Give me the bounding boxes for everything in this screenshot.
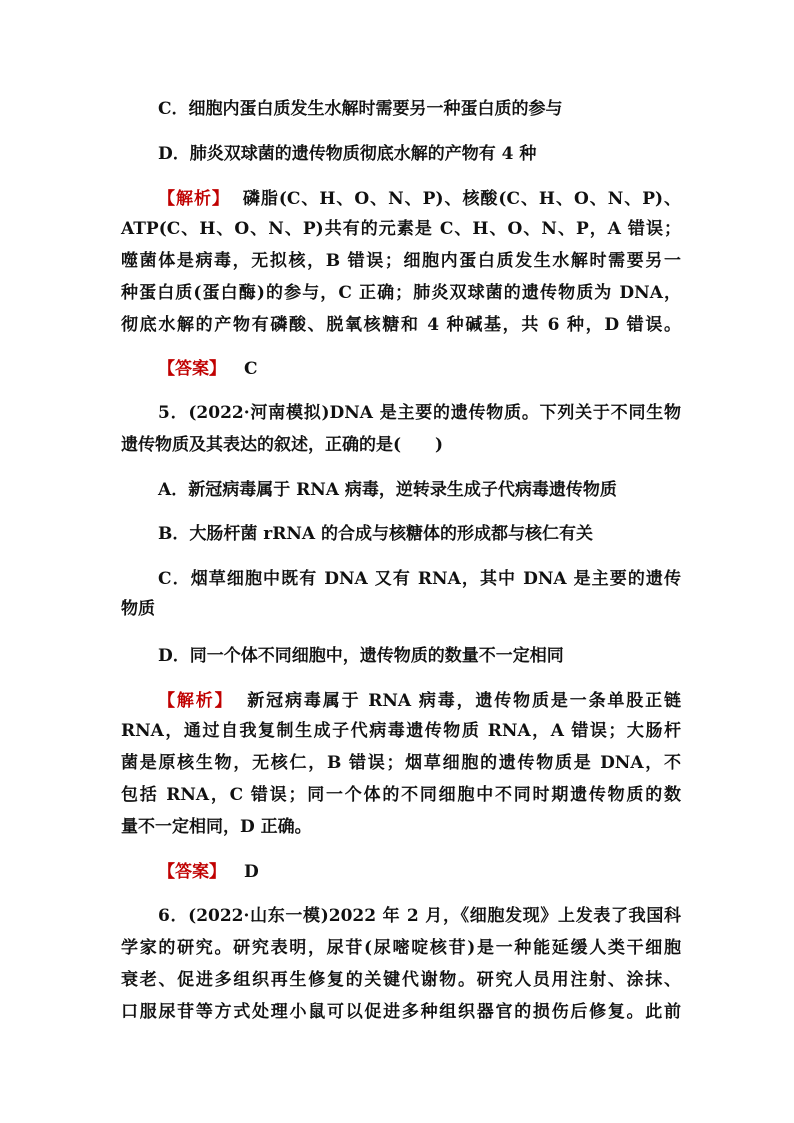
q4-analysis-line-4: 种蛋白质(蛋白酶)的参与，C 正确；肺炎双球菌的遗传物质为 DNA， [121,283,681,303]
q6-stem-line-4: 口服尿苷等方式处理小鼠可以促进多种组织器官的损伤后修复。此前 [121,1002,681,1022]
q5-analysis-line-4: 包括 RNA，C 错误；同一个体的不同细胞中不同时期遗传物质的数 [121,785,681,805]
q5-stem-line-2: 遗传物质及其表达的叙述，正确的是( ) [121,435,444,455]
q5-analysis-text-1: 新冠病毒属于 RNA 病毒，遗传物质是一条单股正链 [245,691,681,711]
answer-tag: 【答案】 [158,359,226,379]
q4-analysis-line-2: ATP(C、H、O、N、P)共有的元素是 C、H、O、N、P，A 错误； [121,219,681,239]
q6-stem-line-2: 学家的研究。研究表明，尿苷(尿嘧啶核苷)是一种能延缓人类干细胞 [121,938,681,958]
q5-option-c-line-2: 物质 [121,599,155,619]
q5-option-c-line-1: C．烟草细胞中既有 DNA 又有 RNA，其中 DNA 是主要的遗传 [158,569,681,589]
q6-stem-line-1: 6．(2022·山东一模)2022 年 2 月，《细胞发现》上发表了我国科 [158,906,681,926]
q5-stem-line-1: 5．(2022·河南模拟)DNA 是主要的遗传物质。下列关于不同生物 [158,403,681,423]
q6-stem-line-3: 衰老、促进多组织再生修复的关键代谢物。研究人员用注射、涂抹、 [121,970,681,990]
q4-analysis-line-1 [158,188,681,210]
q5-analysis-line-2: RNA，通过自我复制生成子代病毒遗传物质 RNA，A 错误；大肠杆 [121,721,681,741]
q5-analysis-line-3: 菌是原核生物，无核仁，B 错误；烟草细胞的遗传物质是 DNA，不 [121,753,681,773]
q4-analysis-line-5: 彻底水解的产物有磷酸、脱氧核糖和 4 种碱基，共 6 种，D 错误。 [121,315,681,335]
q5-analysis-line-1 [158,690,681,712]
q5-analysis-line-5: 量不一定相同，D 正确。 [121,817,312,837]
answer-tag: 【答案】 [158,862,226,882]
q5-option-b: B．大肠杆菌 rRNA 的合成与核糖体的形成都与核仁有关 [158,524,594,544]
q5-option-d: D．同一个体不同细胞中，遗传物质的数量不一定相同 [158,646,564,666]
q4-analysis-text-1: 磷脂(C、H、O、N、P)、核酸(C、H、O、N、P)、 [241,189,682,209]
q4-answer-value: C [244,359,258,379]
q5-answer-value: D [244,862,259,882]
analysis-tag: 【解析】 [158,691,234,711]
q5-answer-line [158,861,681,883]
q4-answer-line [158,358,681,380]
q5-option-a: A．新冠病毒属于 RNA 病毒，逆转录生成子代病毒遗传物质 [158,480,617,500]
q4-analysis-line-3: 噬菌体是病毒，无拟核，B 错误；细胞内蛋白质发生水解时需要另一 [121,251,681,271]
q4-option-c: C．细胞内蛋白质发生水解时需要另一种蛋白质的参与 [158,99,563,119]
analysis-tag: 【解析】 [158,189,230,209]
q4-option-d: D．肺炎双球菌的遗传物质彻底水解的产物有 4 种 [158,144,537,164]
